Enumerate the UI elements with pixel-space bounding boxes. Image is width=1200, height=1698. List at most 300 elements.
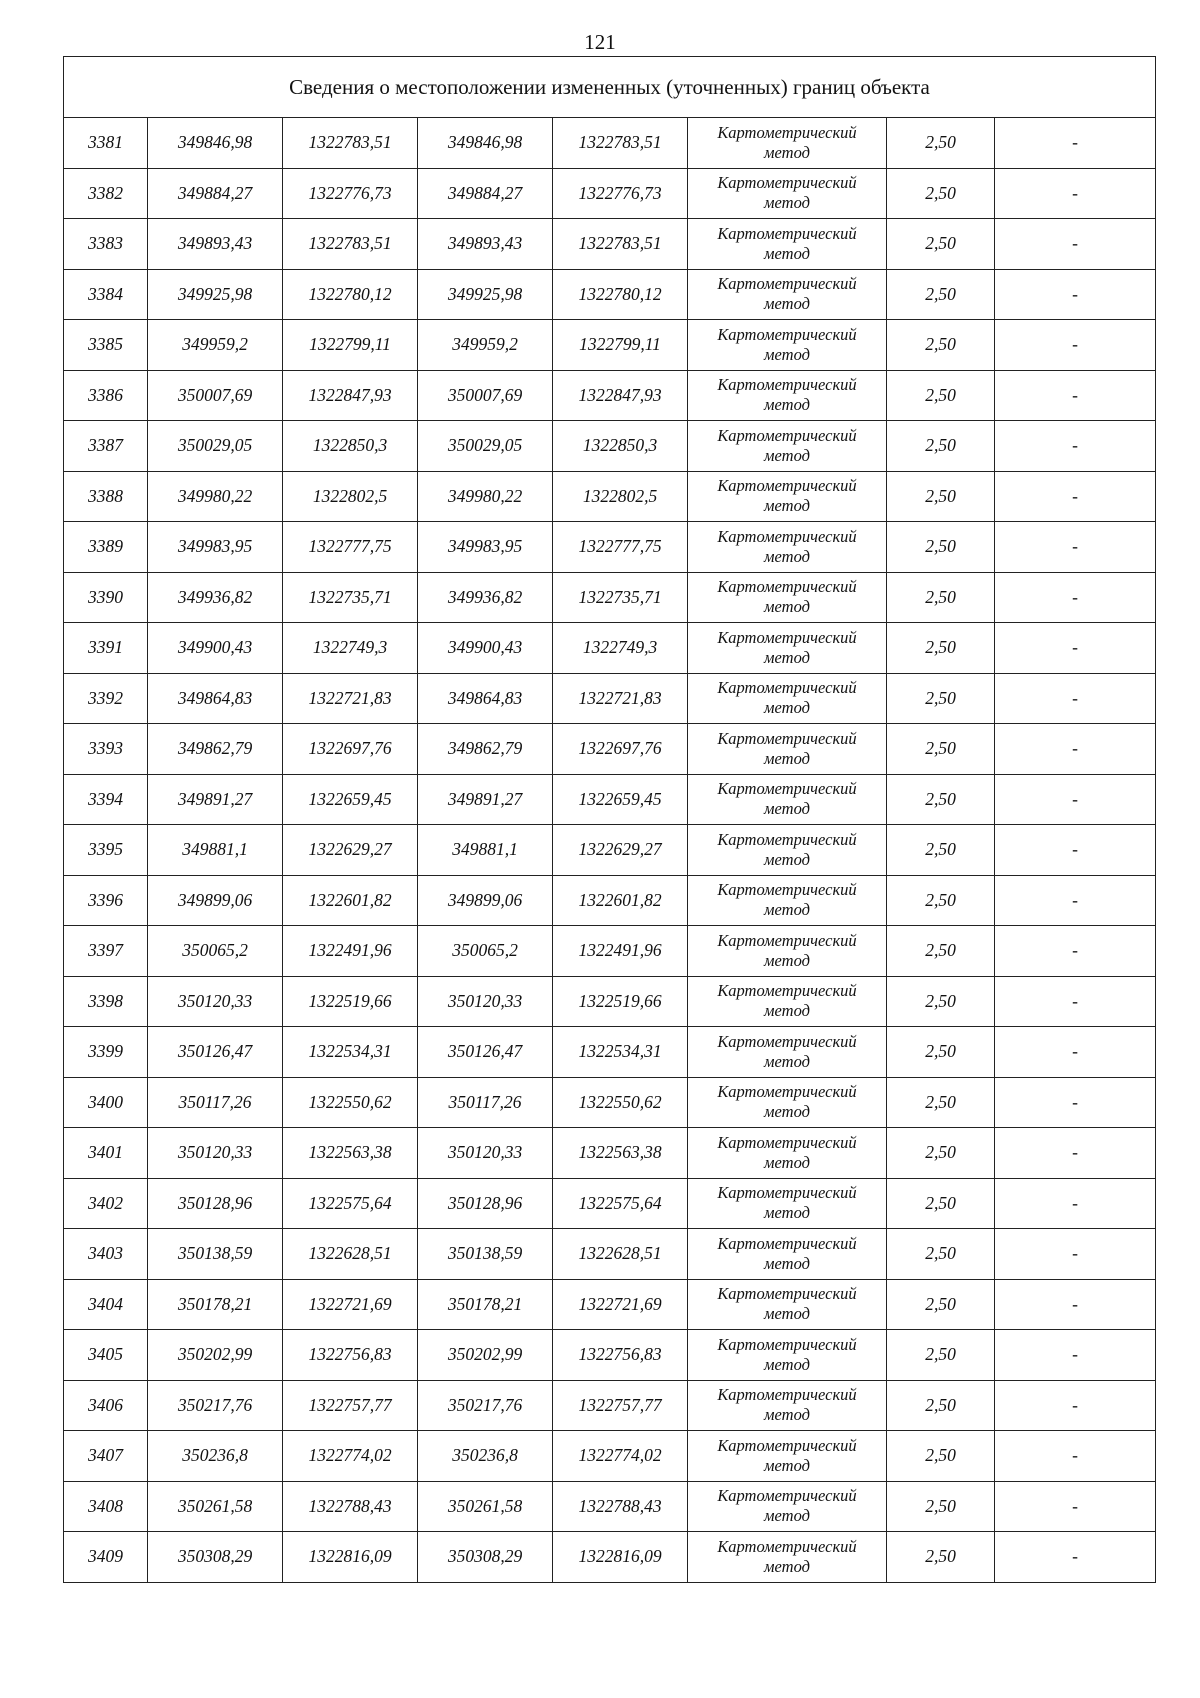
y-refined-cell: 1322735,71 [553, 572, 688, 623]
x-refined-cell: 349864,83 [418, 673, 553, 724]
x-existing-cell: 350128,96 [148, 1178, 283, 1229]
y-existing-cell: 1322783,51 [283, 118, 418, 169]
point-number-cell: 3401 [64, 1128, 148, 1179]
accuracy-cell: 2,50 [887, 370, 995, 421]
note-cell: - [995, 118, 1156, 169]
note-cell: - [995, 1532, 1156, 1583]
y-existing-cell: 1322628,51 [283, 1229, 418, 1280]
method-cell [688, 1380, 887, 1431]
y-refined-cell: 1322847,93 [553, 370, 688, 421]
note-cell: - [995, 926, 1156, 977]
table-row [64, 320, 1156, 371]
point-number-cell: 3397 [64, 926, 148, 977]
accuracy-cell: 2,50 [887, 1380, 995, 1431]
y-refined-cell: 1322697,76 [553, 724, 688, 775]
note-cell: - [995, 269, 1156, 320]
y-existing-cell: 1322575,64 [283, 1178, 418, 1229]
y-existing-cell: 1322847,93 [283, 370, 418, 421]
method-cell [688, 471, 887, 522]
x-refined-cell: 349893,43 [418, 219, 553, 270]
method-line-2: метод [764, 597, 810, 617]
table-row [64, 118, 1156, 169]
point-number-cell: 3381 [64, 118, 148, 169]
x-refined-cell: 350217,76 [418, 1380, 553, 1431]
method-cell [688, 976, 887, 1027]
accuracy-cell: 2,50 [887, 926, 995, 977]
method-line-1: Картометрический [717, 779, 857, 799]
x-existing-cell: 349846,98 [148, 118, 283, 169]
accuracy-cell: 2,50 [887, 1481, 995, 1532]
method-cell [688, 825, 887, 876]
table-row [64, 623, 1156, 674]
y-existing-cell: 1322799,11 [283, 320, 418, 371]
note-cell: - [995, 320, 1156, 371]
accuracy-cell: 2,50 [887, 1330, 995, 1381]
method-line-1: Картометрический [717, 375, 857, 395]
accuracy-cell: 2,50 [887, 522, 995, 573]
x-existing-cell: 349881,1 [148, 825, 283, 876]
accuracy-cell: 2,50 [887, 774, 995, 825]
method-cell [688, 1330, 887, 1381]
table-row [64, 724, 1156, 775]
page-number: 121 [584, 30, 616, 54]
x-refined-cell: 349900,43 [418, 623, 553, 674]
method-cell [688, 421, 887, 472]
y-refined-cell: 1322534,31 [553, 1027, 688, 1078]
x-existing-cell: 350120,33 [148, 976, 283, 1027]
table-row [64, 572, 1156, 623]
method-line-1: Картометрический [717, 324, 857, 344]
point-number-cell: 3384 [64, 269, 148, 320]
method-cell [688, 168, 887, 219]
table-title: Сведения о местоположении измененных (уточненных) границ объекта [64, 57, 1156, 118]
y-refined-cell: 1322659,45 [553, 774, 688, 825]
method-line-2: метод [764, 1051, 810, 1071]
y-existing-cell: 1322788,43 [283, 1481, 418, 1532]
method-line-2: метод [764, 1354, 810, 1374]
note-cell: - [995, 825, 1156, 876]
y-existing-cell: 1322629,27 [283, 825, 418, 876]
accuracy-cell: 2,50 [887, 623, 995, 674]
point-number-cell: 3389 [64, 522, 148, 573]
accuracy-cell: 2,50 [887, 724, 995, 775]
y-existing-cell: 1322802,5 [283, 471, 418, 522]
method-cell [688, 1279, 887, 1330]
x-refined-cell: 350120,33 [418, 1128, 553, 1179]
note-cell: - [995, 1027, 1156, 1078]
point-number-cell: 3404 [64, 1279, 148, 1330]
x-existing-cell: 349936,82 [148, 572, 283, 623]
y-existing-cell: 1322491,96 [283, 926, 418, 977]
x-refined-cell: 350065,2 [418, 926, 553, 977]
point-number-cell: 3386 [64, 370, 148, 421]
method-line-1: Картометрический [717, 1385, 857, 1405]
x-refined-cell: 350202,99 [418, 1330, 553, 1381]
table-row [64, 1532, 1156, 1583]
table-row [64, 1481, 1156, 1532]
y-refined-cell: 1322783,51 [553, 118, 688, 169]
y-refined-cell: 1322788,43 [553, 1481, 688, 1532]
method-line-1: Картометрический [717, 173, 857, 193]
method-line-2: метод [764, 647, 810, 667]
note-cell: - [995, 976, 1156, 1027]
x-refined-cell: 349983,95 [418, 522, 553, 573]
note-cell: - [995, 1229, 1156, 1280]
method-line-1: Картометрический [717, 930, 857, 950]
x-existing-cell: 350202,99 [148, 1330, 283, 1381]
y-refined-cell: 1322575,64 [553, 1178, 688, 1229]
y-existing-cell: 1322777,75 [283, 522, 418, 573]
y-existing-cell: 1322774,02 [283, 1431, 418, 1482]
table-row [64, 269, 1156, 320]
method-line-2: метод [764, 193, 810, 213]
point-number-cell: 3406 [64, 1380, 148, 1431]
x-existing-cell: 350117,26 [148, 1077, 283, 1128]
accuracy-cell: 2,50 [887, 320, 995, 371]
y-existing-cell: 1322850,3 [283, 421, 418, 472]
method-line-1: Картометрический [717, 829, 857, 849]
note-cell: - [995, 1330, 1156, 1381]
table-row [64, 976, 1156, 1027]
note-cell: - [995, 471, 1156, 522]
table-row [64, 1330, 1156, 1381]
method-line-2: метод [764, 1304, 810, 1324]
method-cell [688, 1128, 887, 1179]
table-row [64, 219, 1156, 270]
accuracy-cell: 2,50 [887, 269, 995, 320]
y-existing-cell: 1322601,82 [283, 875, 418, 926]
method-line-1: Картометрический [717, 1031, 857, 1051]
method-cell [688, 1481, 887, 1532]
x-refined-cell: 349925,98 [418, 269, 553, 320]
note-cell: - [995, 1178, 1156, 1229]
method-cell [688, 774, 887, 825]
x-refined-cell: 350178,21 [418, 1279, 553, 1330]
accuracy-cell: 2,50 [887, 673, 995, 724]
x-existing-cell: 350178,21 [148, 1279, 283, 1330]
x-refined-cell: 349881,1 [418, 825, 553, 876]
method-cell [688, 1027, 887, 1078]
x-refined-cell: 349899,06 [418, 875, 553, 926]
y-refined-cell: 1322777,75 [553, 522, 688, 573]
method-line-2: метод [764, 1506, 810, 1526]
x-existing-cell: 350007,69 [148, 370, 283, 421]
x-existing-cell: 350261,58 [148, 1481, 283, 1532]
note-cell: - [995, 1077, 1156, 1128]
table-row [64, 1178, 1156, 1229]
note-cell: - [995, 875, 1156, 926]
accuracy-cell: 2,50 [887, 219, 995, 270]
method-line-2: метод [764, 1001, 810, 1021]
method-cell [688, 1178, 887, 1229]
x-existing-cell: 349891,27 [148, 774, 283, 825]
method-line-1: Картометрический [717, 577, 857, 597]
table-row [64, 774, 1156, 825]
x-existing-cell: 350138,59 [148, 1229, 283, 1280]
y-existing-cell: 1322697,76 [283, 724, 418, 775]
method-line-2: метод [764, 243, 810, 263]
method-cell [688, 1077, 887, 1128]
point-number-cell: 3405 [64, 1330, 148, 1381]
note-cell: - [995, 1279, 1156, 1330]
table-row [64, 421, 1156, 472]
method-line-1: Картометрический [717, 1132, 857, 1152]
point-number-cell: 3392 [64, 673, 148, 724]
x-existing-cell: 349983,95 [148, 522, 283, 573]
method-cell [688, 522, 887, 573]
accuracy-cell: 2,50 [887, 471, 995, 522]
point-number-cell: 3382 [64, 168, 148, 219]
x-refined-cell: 350007,69 [418, 370, 553, 421]
point-number-cell: 3395 [64, 825, 148, 876]
method-line-2: метод [764, 698, 810, 718]
point-number-cell: 3403 [64, 1229, 148, 1280]
x-refined-cell: 349891,27 [418, 774, 553, 825]
method-cell [688, 1229, 887, 1280]
y-existing-cell: 1322534,31 [283, 1027, 418, 1078]
note-cell: - [995, 673, 1156, 724]
table-row [64, 1128, 1156, 1179]
point-number-cell: 3383 [64, 219, 148, 270]
x-refined-cell: 349936,82 [418, 572, 553, 623]
y-existing-cell: 1322735,71 [283, 572, 418, 623]
y-refined-cell: 1322850,3 [553, 421, 688, 472]
point-number-cell: 3400 [64, 1077, 148, 1128]
x-existing-cell: 349864,83 [148, 673, 283, 724]
method-line-1: Картометрический [717, 476, 857, 496]
y-existing-cell: 1322757,77 [283, 1380, 418, 1431]
y-existing-cell: 1322519,66 [283, 976, 418, 1027]
method-line-2: метод [764, 799, 810, 819]
y-existing-cell: 1322749,3 [283, 623, 418, 674]
method-line-1: Картометрический [717, 728, 857, 748]
note-cell: - [995, 1380, 1156, 1431]
method-cell [688, 724, 887, 775]
x-refined-cell: 350308,29 [418, 1532, 553, 1583]
y-refined-cell: 1322550,62 [553, 1077, 688, 1128]
accuracy-cell: 2,50 [887, 1229, 995, 1280]
point-number-cell: 3402 [64, 1178, 148, 1229]
x-refined-cell: 349862,79 [418, 724, 553, 775]
table-row [64, 1380, 1156, 1431]
x-refined-cell: 350029,05 [418, 421, 553, 472]
y-refined-cell: 1322799,11 [553, 320, 688, 371]
accuracy-cell: 2,50 [887, 1279, 995, 1330]
table-row [64, 168, 1156, 219]
table-row [64, 875, 1156, 926]
note-cell: - [995, 623, 1156, 674]
method-line-2: метод [764, 849, 810, 869]
x-refined-cell: 349959,2 [418, 320, 553, 371]
x-refined-cell: 350236,8 [418, 1431, 553, 1482]
method-line-2: метод [764, 344, 810, 364]
point-number-cell: 3399 [64, 1027, 148, 1078]
y-existing-cell: 1322550,62 [283, 1077, 418, 1128]
method-line-2: метод [764, 950, 810, 970]
method-line-2: метод [764, 1203, 810, 1223]
y-refined-cell: 1322783,51 [553, 219, 688, 270]
method-cell [688, 673, 887, 724]
point-number-cell: 3396 [64, 875, 148, 926]
method-line-2: метод [764, 1102, 810, 1122]
method-line-2: метод [764, 294, 810, 314]
accuracy-cell: 2,50 [887, 976, 995, 1027]
y-refined-cell: 1322780,12 [553, 269, 688, 320]
method-line-1: Картометрический [717, 1486, 857, 1506]
method-line-2: метод [764, 900, 810, 920]
method-line-2: метод [764, 142, 810, 162]
accuracy-cell: 2,50 [887, 118, 995, 169]
x-refined-cell: 350128,96 [418, 1178, 553, 1229]
x-existing-cell: 349900,43 [148, 623, 283, 674]
y-refined-cell: 1322721,69 [553, 1279, 688, 1330]
y-refined-cell: 1322749,3 [553, 623, 688, 674]
point-number-cell: 3408 [64, 1481, 148, 1532]
x-existing-cell: 350236,8 [148, 1431, 283, 1482]
method-cell [688, 926, 887, 977]
method-cell [688, 1532, 887, 1583]
method-line-1: Картометрический [717, 223, 857, 243]
table-row [64, 1279, 1156, 1330]
x-existing-cell: 349980,22 [148, 471, 283, 522]
x-refined-cell: 350138,59 [418, 1229, 553, 1280]
y-existing-cell: 1322756,83 [283, 1330, 418, 1381]
point-number-cell: 3398 [64, 976, 148, 1027]
method-line-2: метод [764, 748, 810, 768]
method-line-2: метод [764, 1152, 810, 1172]
x-existing-cell: 350308,29 [148, 1532, 283, 1583]
point-number-cell: 3394 [64, 774, 148, 825]
accuracy-cell: 2,50 [887, 572, 995, 623]
note-cell: - [995, 572, 1156, 623]
table-body [64, 57, 1156, 1583]
x-existing-cell: 350217,76 [148, 1380, 283, 1431]
accuracy-cell: 2,50 [887, 1027, 995, 1078]
x-existing-cell: 349862,79 [148, 724, 283, 775]
y-refined-cell: 1322774,02 [553, 1431, 688, 1482]
y-refined-cell: 1322601,82 [553, 875, 688, 926]
method-line-2: метод [764, 445, 810, 465]
method-cell [688, 1431, 887, 1482]
accuracy-cell: 2,50 [887, 875, 995, 926]
accuracy-cell: 2,50 [887, 1077, 995, 1128]
method-line-2: метод [764, 546, 810, 566]
note-cell: - [995, 1128, 1156, 1179]
method-line-1: Картометрический [717, 627, 857, 647]
table-row [64, 926, 1156, 977]
point-number-cell: 3388 [64, 471, 148, 522]
accuracy-cell: 2,50 [887, 168, 995, 219]
method-line-1: Картометрический [717, 1536, 857, 1556]
x-refined-cell: 350117,26 [418, 1077, 553, 1128]
method-line-1: Картометрический [717, 425, 857, 445]
table-row [64, 1431, 1156, 1482]
method-cell [688, 370, 887, 421]
table-row [64, 1077, 1156, 1128]
method-line-1: Картометрический [717, 122, 857, 142]
point-number-cell: 3390 [64, 572, 148, 623]
y-refined-cell: 1322628,51 [553, 1229, 688, 1280]
point-number-cell: 3387 [64, 421, 148, 472]
note-cell: - [995, 1431, 1156, 1482]
x-refined-cell: 349846,98 [418, 118, 553, 169]
method-line-1: Картометрический [717, 1082, 857, 1102]
method-line-1: Картометрический [717, 1183, 857, 1203]
x-existing-cell: 349925,98 [148, 269, 283, 320]
accuracy-cell: 2,50 [887, 1532, 995, 1583]
note-cell: - [995, 1481, 1156, 1532]
x-existing-cell: 350120,33 [148, 1128, 283, 1179]
y-refined-cell: 1322563,38 [553, 1128, 688, 1179]
boundary-coordinates-table [63, 56, 1156, 1583]
method-line-1: Картометрический [717, 880, 857, 900]
method-line-2: метод [764, 496, 810, 516]
y-existing-cell: 1322721,83 [283, 673, 418, 724]
accuracy-cell: 2,50 [887, 1178, 995, 1229]
note-cell: - [995, 522, 1156, 573]
accuracy-cell: 2,50 [887, 825, 995, 876]
y-refined-cell: 1322776,73 [553, 168, 688, 219]
y-refined-cell: 1322721,83 [553, 673, 688, 724]
table-row [64, 825, 1156, 876]
method-cell [688, 875, 887, 926]
y-existing-cell: 1322816,09 [283, 1532, 418, 1583]
point-number-cell: 3409 [64, 1532, 148, 1583]
method-line-1: Картометрический [717, 274, 857, 294]
method-line-2: метод [764, 1556, 810, 1576]
y-refined-cell: 1322491,96 [553, 926, 688, 977]
y-existing-cell: 1322563,38 [283, 1128, 418, 1179]
x-existing-cell: 349959,2 [148, 320, 283, 371]
y-refined-cell: 1322629,27 [553, 825, 688, 876]
method-line-1: Картометрический [717, 678, 857, 698]
note-cell: - [995, 724, 1156, 775]
note-cell: - [995, 421, 1156, 472]
point-number-cell: 3385 [64, 320, 148, 371]
method-cell [688, 572, 887, 623]
method-line-1: Картометрический [717, 1435, 857, 1455]
point-number-cell: 3393 [64, 724, 148, 775]
method-line-2: метод [764, 1455, 810, 1475]
method-cell [688, 219, 887, 270]
y-existing-cell: 1322776,73 [283, 168, 418, 219]
method-line-1: Картометрический [717, 526, 857, 546]
note-cell: - [995, 370, 1156, 421]
point-number-cell: 3391 [64, 623, 148, 674]
y-refined-cell: 1322519,66 [553, 976, 688, 1027]
table-row [64, 471, 1156, 522]
method-line-1: Картометрический [717, 1233, 857, 1253]
accuracy-cell: 2,50 [887, 421, 995, 472]
y-refined-cell: 1322816,09 [553, 1532, 688, 1583]
method-line-2: метод [764, 1405, 810, 1425]
y-refined-cell: 1322756,83 [553, 1330, 688, 1381]
method-line-1: Картометрический [717, 1284, 857, 1304]
x-refined-cell: 350120,33 [418, 976, 553, 1027]
note-cell: - [995, 774, 1156, 825]
method-cell [688, 269, 887, 320]
table-row [64, 1229, 1156, 1280]
y-existing-cell: 1322721,69 [283, 1279, 418, 1330]
method-cell [688, 623, 887, 674]
x-existing-cell: 349899,06 [148, 875, 283, 926]
accuracy-cell: 2,50 [887, 1128, 995, 1179]
x-refined-cell: 350261,58 [418, 1481, 553, 1532]
method-line-2: метод [764, 1253, 810, 1273]
table-row [64, 370, 1156, 421]
point-number-cell: 3407 [64, 1431, 148, 1482]
x-existing-cell: 350029,05 [148, 421, 283, 472]
